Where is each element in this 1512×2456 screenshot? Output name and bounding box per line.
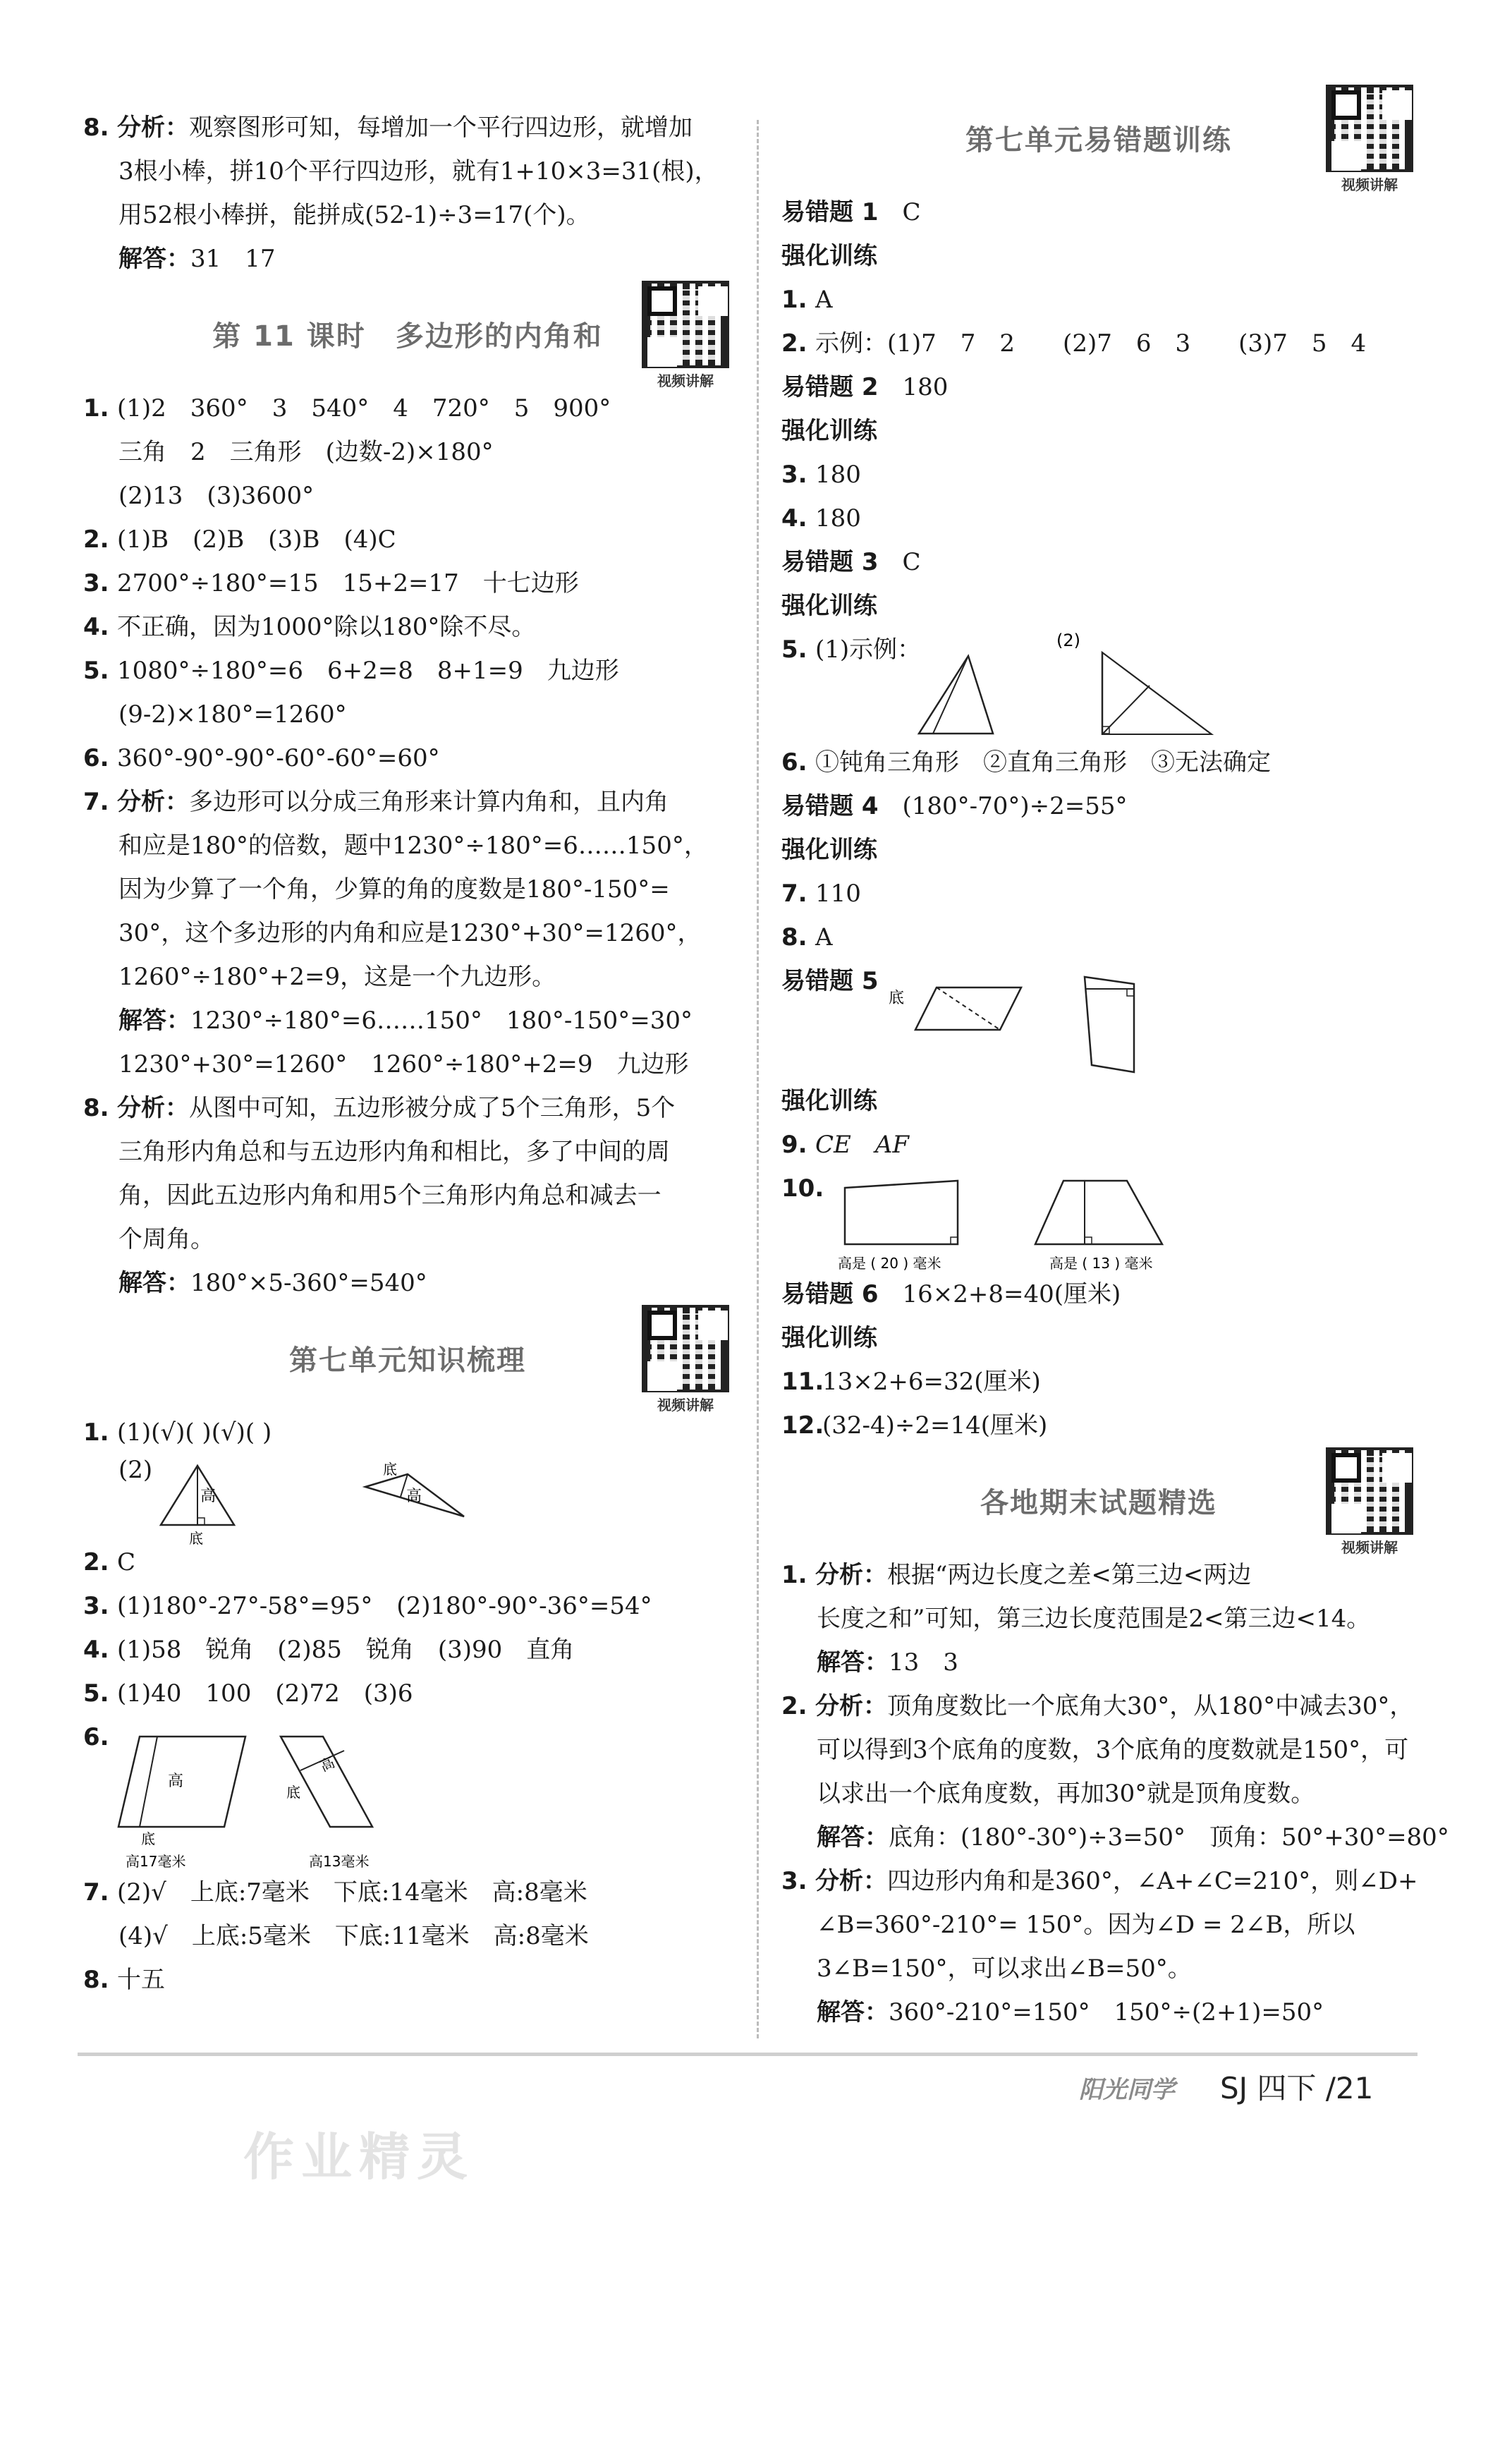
text-line: 7. 110 [781, 880, 861, 908]
brand-logo: 阳光同学 [1079, 2076, 1175, 2104]
section-header [781, 1447, 1416, 1556]
qr-code[interactable]: 视频讲解 [639, 1305, 732, 1414]
text-line: 以求出一个底角度数，再加30°就是顶角度数。 [817, 1780, 1315, 1808]
text-line: 解答：360°-210°=150° 150°÷(2+1)=50° [817, 1998, 1324, 2026]
text-line: 解答：1230°÷180°=6……150° 180°-150°=30° [118, 1007, 693, 1035]
intro-block [83, 106, 732, 281]
right-triangle-shape [1102, 652, 1212, 734]
section-title: 第七单元知识梳理 [289, 1344, 526, 1377]
error-prone-answers [781, 190, 1416, 1447]
right-angle-mark [1085, 1237, 1092, 1244]
text-line: 用52根小棒拼，能拼成(52-1)÷3=17(个)。 [118, 201, 590, 229]
text-line: (2)13 (3)3600° [118, 482, 315, 510]
text-line: 2. 示例：(1)7 7 2 (2)7 6 3 (3)7 5 4 [781, 329, 1367, 358]
height-line [140, 1737, 157, 1827]
text-line: 易错题 3 C [781, 548, 921, 576]
text-line: 9. CE AF [781, 1131, 909, 1159]
final-exam-answers [781, 1553, 1449, 2034]
section-header [781, 85, 1416, 193]
base-label: 底 [889, 990, 905, 1007]
text-line: 强化训练 [781, 1324, 877, 1352]
text-line: 1260°÷180°+2=9，这是一个九边形。 [118, 963, 556, 991]
text-line: 和应是180°的倍数，题中1230°÷180°=6……150°， [118, 832, 708, 860]
text-line: 易错题 6 16×2+8=40(厘米) [781, 1280, 1121, 1308]
text-line: 3. 2700°÷180°=15 15+2=17 十七边形 [83, 569, 579, 597]
column-divider [757, 120, 759, 2038]
base-label: 底 [189, 1530, 203, 1547]
qr-code-icon [1326, 1447, 1413, 1535]
text-line: (4)√ 上底:5毫米 下底:11毫米 高:8毫米 [118, 1922, 589, 1950]
text-line: 1. (1)(√)( )(√)( ) [83, 1418, 272, 1447]
text-line: 5. 1080°÷180°=6 6+2=8 8+1=9 九边形 [83, 657, 619, 685]
qr-code[interactable]: 视频讲解 [1323, 85, 1416, 194]
parallelogram-shape [915, 987, 1021, 1030]
triangle-examples-figure [915, 631, 1339, 741]
sub-label: (2) [1056, 631, 1080, 650]
trapezoid-shape [1035, 1181, 1162, 1244]
text-line: 三角 2 三角形 (边数-2)×180° [118, 438, 494, 466]
qr-code[interactable]: 视频讲解 [1323, 1447, 1416, 1557]
footer-rule [78, 2053, 1418, 2056]
text-line: 易错题 4 (180°-70°)÷2=55° [781, 792, 1128, 820]
text-line: 个周角。 [118, 1225, 214, 1253]
triangle-shape [919, 656, 993, 734]
text-line: 解答：底角：(180°-30°)÷3=50° 顶角：50°+30°=80° [817, 1823, 1449, 1852]
text-line: 易错题 2 180 [781, 373, 949, 401]
height-label: 高 [406, 1488, 422, 1505]
left-column [83, 106, 732, 2002]
text-line: ∠B=360°-210°= 150°。因为∠D = 2∠B，所以 [817, 1911, 1355, 1939]
text-line: 1230°+30°=1260° 1260°÷180°+2=9 九边形 [118, 1050, 689, 1078]
error-5-figure [889, 973, 1324, 1079]
text-line: 3根小棒，拼10个平行四边形，就有1+10×3=31(根)， [118, 157, 719, 186]
right-column [781, 106, 1449, 2034]
qr-code-icon [642, 1305, 729, 1392]
trapezoid-shape [845, 1181, 958, 1244]
text-line: 3. 分析：四边形内角和是360°，∠A+∠C=210°，则∠D+ [781, 1867, 1418, 1895]
base-label: 底 [286, 1784, 300, 1801]
text-line: 强化训练 [781, 836, 877, 864]
lesson-11-answers [83, 387, 732, 1305]
section-title: 各地期末试题精选 [980, 1486, 1217, 1519]
qr-code-icon [1326, 85, 1413, 172]
text-line: 12.(32-4)÷2=14(厘米) [781, 1411, 1048, 1440]
text-line: 6. [83, 1723, 109, 1751]
text-line: 4. 180 [781, 504, 861, 533]
section-title: 第七单元易错题训练 [965, 123, 1232, 157]
text-line: 易错题 1 C [781, 198, 921, 226]
text-line: 2. C [83, 1548, 136, 1576]
text-line: 1. (1)2 360° 3 540° 4 720° 5 900° [83, 394, 611, 422]
text-line: 8. 十五 [83, 1966, 165, 1994]
text-line: 7. (2)√ 上底:7毫米 下底:14毫米 高:8毫米 [83, 1878, 587, 1907]
text-line: 长度之和”可知，第三边长度范围是2<第三边<14。 [817, 1605, 1371, 1633]
inner-line [933, 656, 968, 734]
text-line: 角，因此五边形内角和用5个三角形内角总和减去一 [118, 1181, 662, 1210]
text-line: 4. (1)58 锐角 (2)85 锐角 (3)90 直角 [83, 1636, 575, 1664]
trapezoid-heights-figure [817, 1174, 1268, 1272]
right-angle-mark [1127, 989, 1134, 996]
text-line: 三角形内角总和与五边形内角和相比，多了中间的周 [118, 1138, 670, 1166]
text-line: 1. 分析：根据“两边长度之差<第三边<两边 [781, 1561, 1252, 1589]
text-line: 8. 分析：从图中可知，五边形被分成了5个三角形，5个 [83, 1094, 676, 1122]
text-line: 3∠B=150°，可以求出∠B=50°。 [817, 1955, 1192, 1983]
text-line: 11.13×2+6=32(厘米) [781, 1368, 1041, 1396]
height-line [937, 987, 1000, 1030]
triangle-heights-figure [154, 1460, 549, 1547]
text-line: 因为少算了一个角，少算的角的度数是180°-150°= [118, 875, 670, 904]
text-line: 解答：31 17 [118, 245, 276, 273]
text-line: 易错题 5 [781, 967, 879, 995]
text-line: 强化训练 [781, 417, 877, 445]
text-line: 强化训练 [781, 1087, 877, 1115]
height-label: 高 [168, 1773, 184, 1790]
text-line: 强化训练 [781, 592, 877, 620]
text-line: 5. (1)40 100 (2)72 (3)6 [83, 1679, 413, 1708]
watermark: 作业精灵 [243, 2127, 475, 2187]
text-line: 可以得到3个底角的度数，3个底角的度数就是150°，可 [817, 1736, 1409, 1764]
text-line: (2) [118, 1456, 153, 1484]
figure-caption: 高17毫米 [126, 1853, 186, 1870]
text-line: (9-2)×180°=1260° [118, 700, 347, 729]
qr-code[interactable]: 视频讲解 [639, 281, 732, 390]
text-line: 5. (1)示例： [781, 636, 922, 664]
text-line: 解答：180°×5-360°=540° [118, 1269, 427, 1297]
figure-caption: 高是 ( 13 ) 毫米 [1049, 1255, 1153, 1272]
text-line: 6. 360°-90°-90°-60°-60°=60° [83, 744, 440, 772]
text-line: 3. 180 [781, 461, 861, 489]
figure-caption: 高13毫米 [309, 1853, 370, 1870]
text-line: 8. A [781, 923, 833, 952]
base-label: 底 [383, 1461, 397, 1478]
text-line: 4. 不正确，因为1000°除以180°除不尽。 [83, 613, 536, 641]
right-angle-mark [197, 1518, 205, 1525]
text-line: 30°，这个多边形的内角和应是1230°+30°=1260°， [118, 919, 702, 947]
height-label: 高 [200, 1488, 217, 1505]
text-line: 3. (1)180°-27°-58°=95° (2)180°-90°-36°=54° [83, 1592, 652, 1620]
text-line: 7. 分析：多边形可以分成三角形来计算内角和，且内角 [83, 788, 669, 816]
text-line: 1. A [781, 286, 833, 314]
text-line: 6. ①钝角三角形 ②直角三角形 ③无法确定 [781, 748, 1271, 777]
text-line: 解答：13 3 [817, 1648, 958, 1677]
parallelogram-shape [281, 1737, 372, 1827]
height-label: 高 [317, 1753, 338, 1775]
base-label: 底 [141, 1830, 155, 1847]
section-header [83, 281, 732, 387]
text-line: 强化训练 [781, 242, 877, 270]
unit-7-review-answers [83, 1411, 732, 2002]
text-line: 2. (1)B (2)B (3)B (4)C [83, 525, 396, 554]
page-number: SJ 四下 /21 [1220, 2071, 1374, 2105]
figure-caption: 高是 ( 20 ) 毫米 [838, 1255, 941, 1272]
parallelogram-heights-figure [111, 1729, 478, 1871]
qr-code-icon [642, 281, 729, 368]
right-angle-mark [951, 1237, 958, 1244]
section-title: 第 11 课时 多边形的内角和 [212, 320, 603, 353]
text-line: 8. 分析：观察图形可知，每增加一个平行四边形，就增加 [83, 114, 693, 142]
text-line: 2. 分析：顶角度数比一个底角大30°，从180°中减去30°， [781, 1692, 1414, 1720]
section-header [83, 1305, 732, 1414]
text-line: 10. [781, 1174, 824, 1203]
